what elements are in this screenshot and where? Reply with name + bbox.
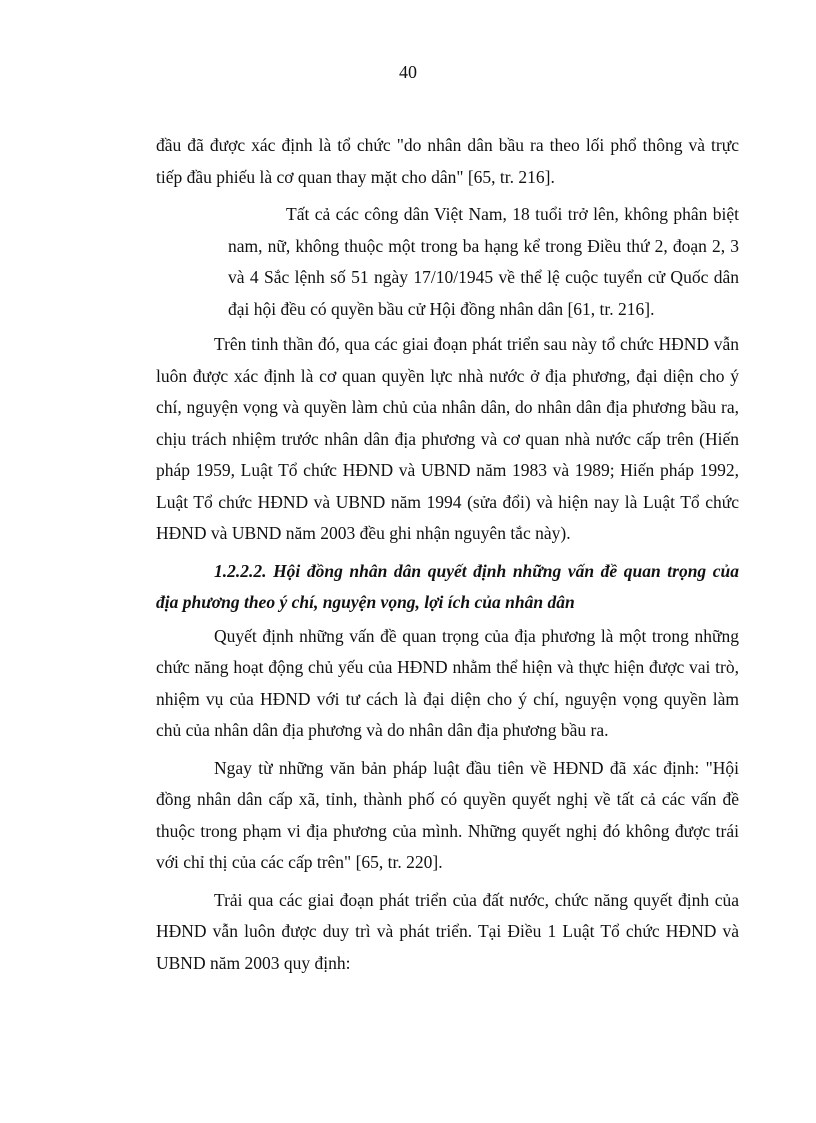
paragraph-decision-function: Quyết định những vấn đề quan trọng của địa phương là một trong những chức năng hoạt động chủ yếu của HĐND nhằm thể hiện và thực hiện được vai trò, nhiệm vụ của HĐND với tư cách là đại diện cho ý chí, nguyện vọng quyền làm chủ của nhân dân địa phương và do nhân dân địa phương bầu ra. xyxy=(156,625,739,740)
section-heading: 1.2.2.2. Hội đồng nhân dân quyết định những vấn đề quan trọng của địa phương theo ý chí, nguyện vọng, lợi ích của nhân dân xyxy=(156,560,739,612)
paragraph-continuation: đầu đã được xác định là tổ chức "do nhân dân bầu ra theo lối phổ thông và trực tiếp đầu phiếu là cơ quan thay mặt cho dân" [65, tr. 216]. xyxy=(156,135,739,187)
block-quote: Tất cả các công dân Việt Nam, 18 tuổi trở lên, không phân biệt nam, nữ, không thuộc một trong ba hạng kể trong Điều thứ 2, đoạn 2, 3 và 4 Sắc lệnh số 51 ngày 17/10/1945 về thể lệ cuộc tuyển cử Quốc dân đại hội đều có quyền bầu cử Hội đồng nhân dân [61, tr. 216]. xyxy=(228,204,739,319)
paragraph-legal-documents: Ngay từ những văn bản pháp luật đầu tiên về HĐND đã xác định: "Hội đồng nhân dân cấp xã, tỉnh, thành phố có quyền quyết nghị về tất cả các vấn đề thuộc trong phạm vi địa phương của mình. Những quyết nghị đó không được trái với chỉ thị của các cấp trên" [65, tr. 220]. xyxy=(156,757,739,872)
document-body xyxy=(156,130,739,985)
paragraph-principle: Trên tinh thần đó, qua các giai đoạn phát triển sau này tổ chức HĐND vẫn luôn được xác định là cơ quan quyền lực nhà nước ở địa phương, đại diện cho ý chí, nguyện vọng và quyền làm chủ của nhân dân, do nhân dân địa phương bầu ra, chịu trách nhiệm trước nhân dân địa phương và cơ quan nhà nước cấp trên (Hiến pháp 1959, Luật Tổ chức HĐND và UBND năm 1983 và 1989; Hiến pháp 1992, Luật Tổ chức HĐND và UBND năm 1994 (sửa đổi) và hiện nay là Luật Tổ chức HĐND và UBND năm 2003 đều ghi nhận nguyên tắc này). xyxy=(156,334,739,543)
page-number: 40 xyxy=(399,62,417,82)
paragraph-development: Trải qua các giai đoạn phát triển của đất nước, chức năng quyết định của HĐND vẫn luôn được duy trì và phát triển. Tại Điều 1 Luật Tổ chức HĐND và UBND năm 2003 quy định: xyxy=(156,889,739,973)
